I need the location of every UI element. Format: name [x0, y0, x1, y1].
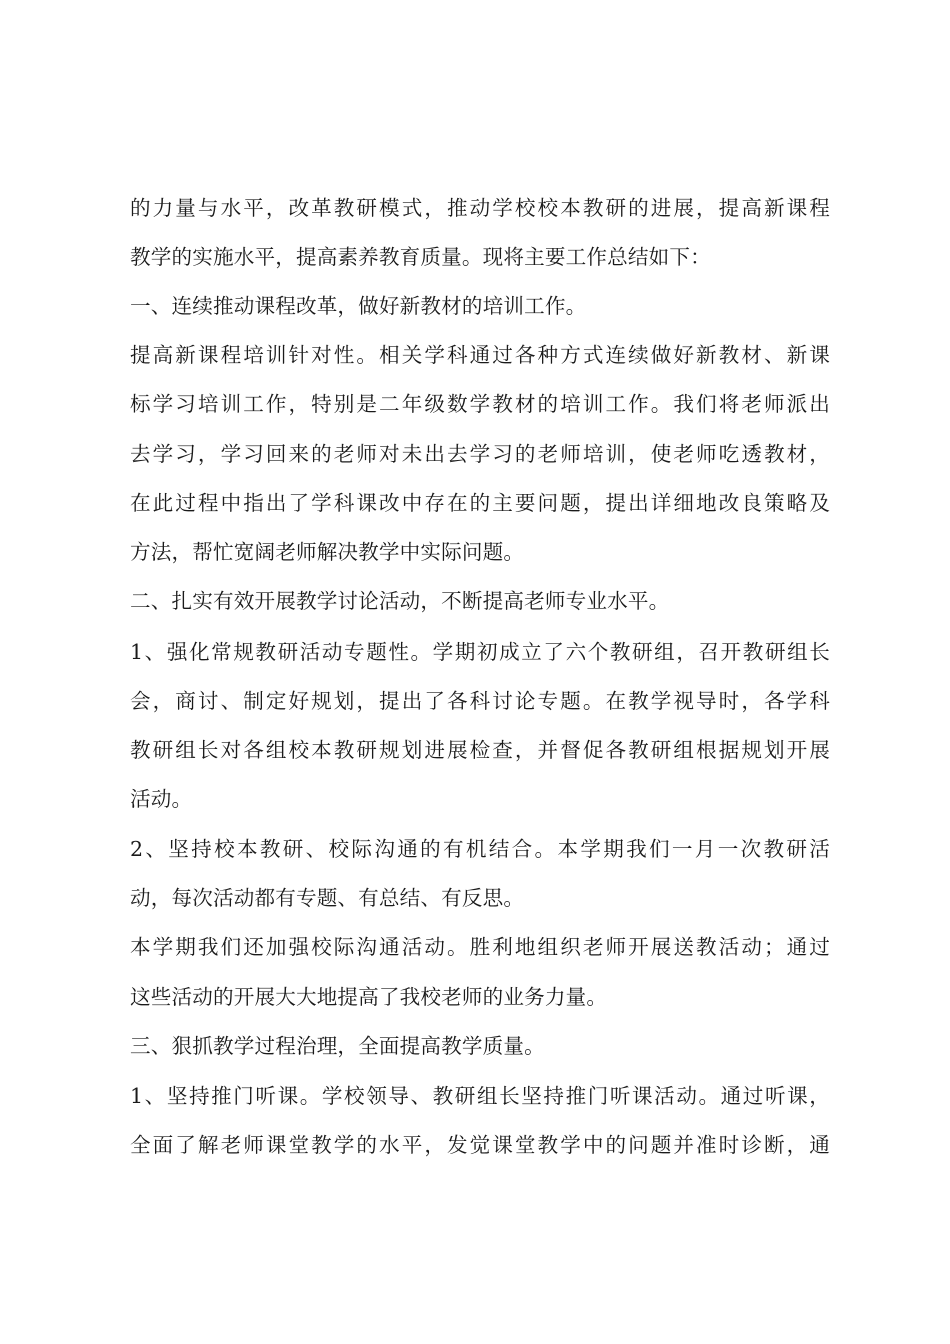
- text-line: 1、强化常规教研活动专题性。学期初成立了六个教研组，召开教研组长: [130, 640, 830, 664]
- text-line: 动，每次活动都有专题、有总结、有反思。: [130, 886, 525, 910]
- section-heading: 三、狠抓教学过程治理，全面提高教学质量。: [130, 1034, 545, 1058]
- section-heading: 一、连续推动课程改革，做好新教材的培训工作。: [130, 294, 587, 318]
- text-line: 教学的实施水平，提高素养教育质量。现将主要工作总结如下：: [130, 245, 711, 269]
- text-line: 方法，帮忙宽阔老师解决教学中实际问题。: [130, 540, 525, 564]
- text-line: 这些活动的开展大大地提高了我校老师的业务力量。: [130, 985, 608, 1009]
- text-line: 标学习培训工作，特别是二年级数学教材的培训工作。我们将老师派出: [130, 392, 830, 416]
- text-line: 1、坚持推门听课。学校领导、教研组长坚持推门听课活动。通过听课，: [130, 1084, 830, 1108]
- section-heading: 二、扎实有效开展教学讨论活动，不断提高老师专业水平。: [130, 589, 670, 613]
- text-line: 在此过程中指出了学科课改中存在的主要问题，提出详细地改良策略及: [130, 491, 830, 515]
- text-line: 本学期我们还加强校际沟通活动。胜利地组织老师开展送教活动；通过: [130, 935, 830, 959]
- text-line: 全面了解老师课堂教学的水平，发觉课堂教学中的问题并准时诊断，通: [130, 1133, 830, 1157]
- text-line: 活动。: [130, 787, 193, 811]
- text-line: 的力量与水平，改革教研模式，推动学校校本教研的进展，提高新课程: [130, 196, 830, 220]
- text-line: 教研组长对各组校本教研规划进展检查，并督促各教研组根据规划开展: [130, 738, 830, 762]
- text-line: 去学习，学习回来的老师对未出去学习的老师培训，使老师吃透教材，: [130, 442, 830, 466]
- text-line: 2、坚持校本教研、校际沟通的有机结合。本学期我们一月一次教研活: [130, 837, 830, 861]
- text-line: 会，商讨、制定好规划，提出了各科讨论专题。在教学视导时，各学科: [130, 689, 830, 713]
- text-line: 提高新课程培训针对性。相关学科通过各种方式连续做好新教材、新课: [130, 343, 830, 367]
